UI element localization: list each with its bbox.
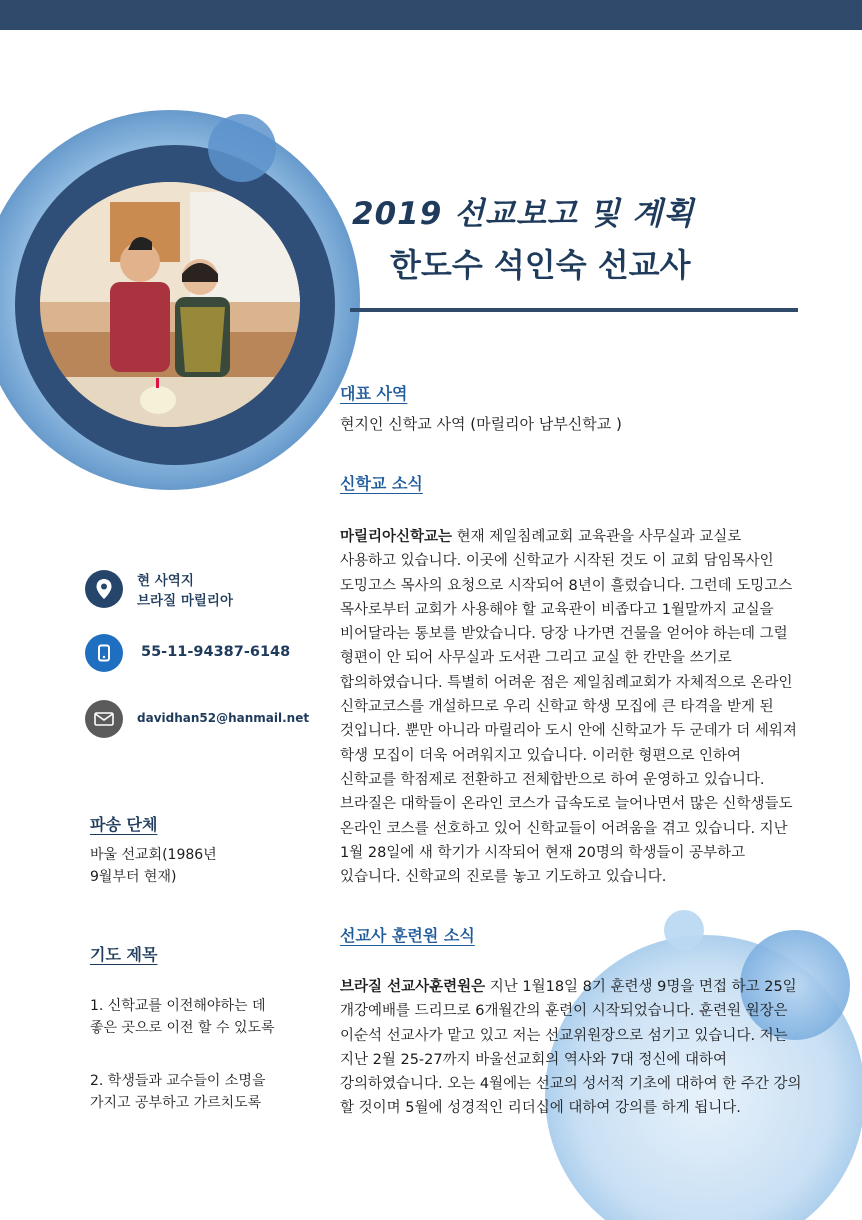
training-news-line: 개강예배를 드리므로 6개월간의 훈련이 시작되었습니다. 훈련원 원장은 — [340, 1003, 788, 1020]
seminary-news-line: 목사로부터 교회가 사용해야 할 교육관이 비좁다고 1월말까지 교실을 — [340, 601, 774, 618]
deco-circle-small — [208, 114, 276, 182]
email-address[interactable]: davidhan52@hanmail.net — [137, 711, 310, 725]
training-news-heading: 선교사 훈련원 소식 — [340, 926, 475, 945]
deco-circle-bottom-small — [664, 910, 704, 950]
seminary-news-lead: 마릴리아신학교는 — [340, 529, 453, 545]
sending-org-heading: 파송 단체 — [90, 815, 158, 834]
training-news-body — [340, 975, 810, 1121]
sending-org-text: 바울 선교회(1986년 9월부터 현재) — [90, 847, 217, 885]
training-news-line: 이순석 선교사가 맡고 있고 저는 선교위원장으로 섬기고 있습니다. 저는 — [340, 1027, 788, 1044]
photo-illustration — [40, 182, 300, 427]
training-news-lead: 브라질 선교사훈련원은 — [340, 979, 486, 995]
seminary-news-heading: 신학교 소식 — [340, 474, 423, 493]
training-news-line: 브라질 선교사훈련원은 지난 1월18일 8기 훈련생 9명을 면접 하고 25일 — [340, 979, 797, 995]
training-news-line: 할 것이며 5월에 성경적인 리더십에 대하여 강의를 하게 됩니다. — [340, 1100, 741, 1117]
main-ministry-heading: 대표 사역 — [340, 384, 408, 403]
report-title: 2019 선교보고 및 계획 — [352, 196, 695, 232]
phone-number[interactable]: 55-11-94387-6148 — [141, 644, 291, 660]
main-ministry-text: 현지인 신학교 사역 (마릴리아 남부신학교 ) — [340, 415, 622, 433]
seminary-news-line: 것입니다. 뿐만 아니라 마릴리아 도시 안에 신학교가 두 군데가 더 세워져 — [340, 723, 797, 740]
title-divider — [350, 308, 798, 312]
seminary-news-line: 비어달라는 통보를 받았습니다. 당장 나가면 건물을 얻어야 하는데 그럴 — [340, 626, 788, 643]
seminary-news-line: 있습니다. 신학교의 진로를 놓고 기도하고 있습니다. — [340, 869, 667, 886]
seminary-news-line: 마릴리아신학교는 현재 제일침례교회 교육관을 사무실과 교실로 — [340, 529, 742, 545]
location-label: 현 사역지 — [137, 573, 194, 589]
missionary-couple-photo — [40, 182, 300, 427]
training-news-line: 지난 2월 25-27까지 바울선교회의 역사와 7대 정신에 대하여 — [340, 1051, 727, 1068]
seminary-news-line: 형편이 안 되어 사무실과 도서관 그리고 교실 한 칸만을 쓰기로 — [340, 650, 732, 667]
prayer-heading: 기도 제목 — [90, 945, 158, 964]
prayer-item-2: 2. 학생들과 교수들이 소명을 가지고 공부하고 가르치도록 — [90, 1073, 266, 1111]
seminary-news-line: 온라인 코스를 선호하고 있어 신학교들이 어려움을 겪고 있습니다. 지난 — [340, 820, 788, 837]
seminary-news-line: 사용하고 있습니다. 이곳에 신학교가 시작된 것도 이 교회 담임목사인 — [340, 553, 774, 570]
location-text — [137, 571, 233, 611]
phone-icon — [85, 634, 123, 672]
seminary-news-line: 학생 모집이 더욱 어려워지고 있습니다. 이러한 형편으로 인하여 — [340, 747, 742, 764]
map-pin-icon — [85, 570, 123, 608]
mail-icon — [85, 700, 123, 738]
seminary-news-line: 신학교코스를 개설하므로 우리 신학교 학생 모집에 큰 타격을 받게 된 — [340, 699, 774, 716]
training-news-line: 강의하였습니다. 오는 4월에는 선교의 성서적 기초에 대하여 한 주간 강의 — [340, 1076, 802, 1093]
seminary-news-body — [340, 525, 810, 889]
prayer-item-1: 1. 신학교를 이전해야하는 데 좋은 곳으로 이전 할 수 있도록 — [90, 998, 275, 1036]
seminary-news-line: 신학교를 학점제로 전환하고 전체합반으로 하여 운영하고 있습니다. — [340, 771, 765, 788]
missionary-names: 한도수 석인숙 선교사 — [390, 246, 691, 284]
seminary-news-line: 도밍고스 목사의 요청으로 시작되어 8년이 흘렀습니다. 그런데 도밍고스 — [340, 577, 793, 594]
seminary-news-line: 합의하였습니다. 특별히 어려운 점은 제일침례교회가 자체적으로 온라인 — [340, 674, 793, 691]
seminary-news-line: 브라질은 대학들이 온라인 코스가 급속도로 늘어나면서 많은 신학생들도 — [340, 796, 793, 813]
seminary-news-line: 1월 28일에 새 학기가 시작되어 현재 20명의 학생들이 공부하고 — [340, 844, 746, 861]
location-value: 브라질 마릴리아 — [137, 593, 233, 609]
